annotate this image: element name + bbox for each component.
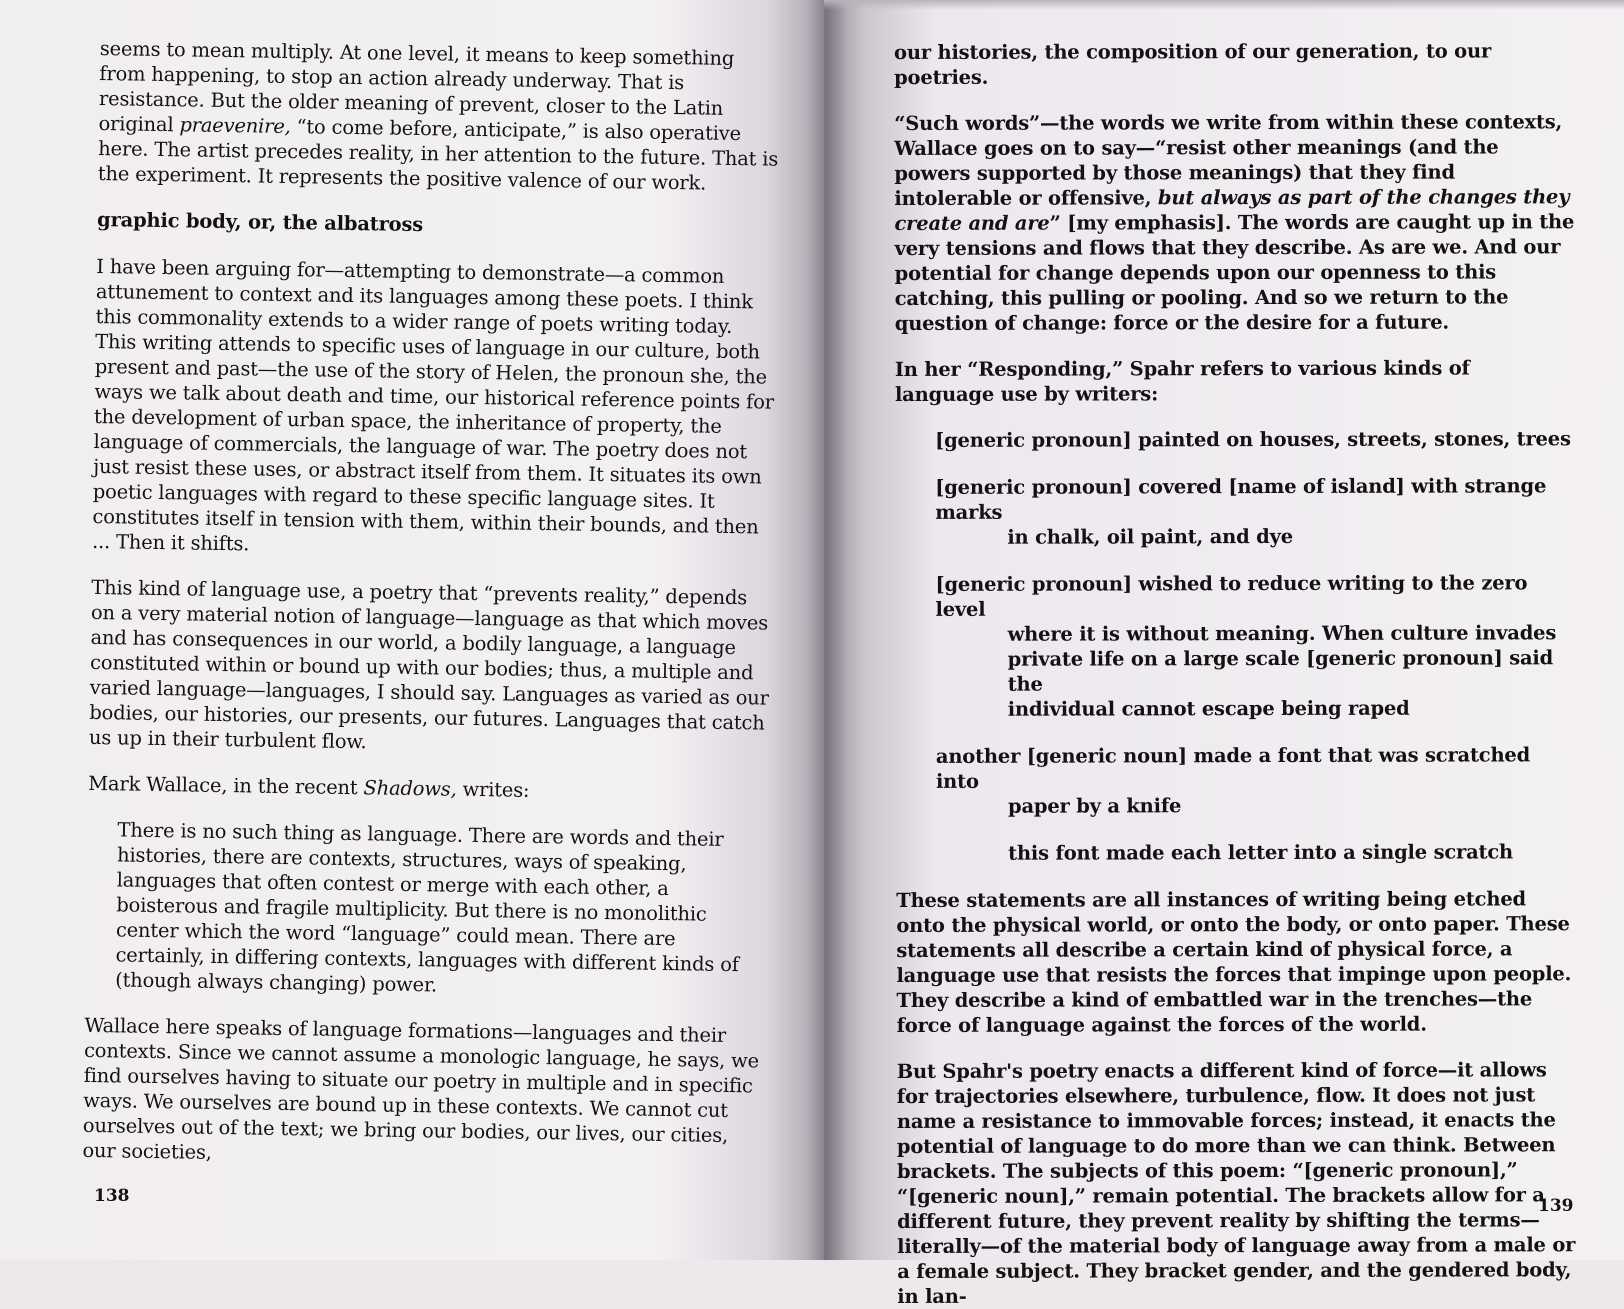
poem-line: paper by a knife	[1007, 794, 1182, 818]
poem-line: another [generic noun] made a font that was scratched into	[935, 743, 1531, 793]
poem-line: this font made each letter into a single scratch	[1008, 840, 1514, 865]
section-heading: graphic body, or, the albatross	[96, 207, 424, 237]
paragraph	[98, 36, 780, 197]
emphasized-text: but always as part of the changes they create and are	[894, 185, 1570, 235]
page-number: 139	[1538, 1196, 1574, 1216]
paragraph	[894, 109, 1575, 336]
poem-stanza	[1008, 839, 1576, 865]
poem-line: [generic pronoun] wished to reduce writing to the zero level	[935, 571, 1528, 621]
paragraph-text: “Such words”—the words we write from within these contexts, Wallace goes on to say—“resist other meanings (and the powers supported by those meanings) that they find intolerable or offensive,	[894, 110, 1563, 210]
book-gutter	[806, 0, 846, 1260]
right-page	[824, 0, 1624, 1308]
paragraph: In her “Responding,” Spahr refers to various kinds of language use by writers:	[894, 356, 1470, 406]
paragraph-text: writes:	[456, 777, 530, 802]
poem-line: private life on a large scale [generic pronoun] said the	[1007, 646, 1554, 696]
paragraph: This kind of language use, a poetry that “prevents reality,” depends on a very material notion of language—language as that which moves and has consequences in our world, a bodily language, a language constituted within or bound up with our bodies; thus, a multiple and varied language—languages, I should say. Languages as varied as our bodies, our histories, our presents, our futures. Languages that catch us up in their turbulent flow.	[88, 575, 769, 754]
paragraph-text: “to come before, anticipate,” is also operative here. The artist precedes reality, in her attention to the future. That is the experiment. It represents the positive valence of our work.	[97, 115, 779, 195]
poem-line: [generic pronoun] painted on houses, streets, stones, trees	[935, 427, 1571, 452]
poem-stanza	[935, 426, 1575, 453]
poem-line: [generic pronoun] covered [name of island] with strange marks	[935, 474, 1547, 524]
page-number: 138	[94, 1186, 130, 1206]
paragraph: These statements are all instances of writing being etched onto the physical world, or onto the body, or onto paper. These statements all describe a certain kind of physical force, a language use that resists the forces that impinge upon people. They describe a kind of embattled war in the trenches—the force of language against the forces of the world.	[896, 887, 1572, 1037]
block-quote: There is no such thing as language. There are words and their histories, there are contexts, structures, ways of speaking, languages that often contest or merge with each other, a boisterous and fragile multiplicity. But there is no monolithic center which the word “language” could mean. There are certainly, in differing contexts, languages with different kinds of (though always changing) power.	[114, 818, 739, 997]
paragraph-text: Mark Wallace, in the recent	[88, 771, 364, 800]
latin-term: praevenire,	[179, 113, 291, 139]
paragraph-text: ” [my emphasis]. The words are caught up in the very tensions and flows that they describe. As are we. And our potential for change depends upon our openness to this catching, this pulling or pooling. And so we return to the question of change: force or the desire for a future.	[894, 210, 1575, 335]
poem-stanza	[936, 742, 1576, 819]
paragraph: Wallace here speaks of language formations—languages and their contexts. Since we cannot assume a monologic language, he says, we find ourselves having to situate our poetry in multiple and in specific ways. We ourselves are bound up in these contexts. We cannot cut ourselves out of the text; we bring our bodies, our lives, our cities, our societies,	[82, 1013, 760, 1164]
left-page-text	[82, 36, 780, 1174]
poem-stanza	[935, 570, 1575, 722]
right-page-text	[894, 38, 1577, 1309]
poem-line: in chalk, oil paint, and dye	[1007, 524, 1293, 549]
paragraph	[88, 771, 768, 807]
page-edge-shadow	[824, 0, 1624, 10]
poem-stanza	[935, 473, 1575, 550]
poem-line: where it is without meaning. When culture invades	[1007, 621, 1557, 646]
paragraph: our histories, the composition of our generation, to our poetries.	[894, 39, 1492, 89]
paragraph: But Spahr's poetry enacts a different kind of force—it allows for trajectories elsewhere, turbulence, flow. It does not just name a resistance to immovable forces; instead, it enacts the potential of language to do more than we can think. Between brackets. The subjects of this poem: “[generic pronoun],” “[generic noun],” remain potential. The brackets allow for a different future, they prevent reality by shifting the terms—literally—of the material body of language away from a male or a female subject. They bracket gender, and the gendered body, in lan-	[896, 1058, 1576, 1308]
paragraph: I have been arguing for—attempting to demonstrate—a common attunement to context and its languages among these poets. I think this commonality extends to a wider range of poets writing today. This writing attends to specific uses of language in our culture, both present and past—the use of the story of Helen, the pronoun she, the ways we talk about death and time, our historical reference points for the development of urban space, the inheritance of property, the language of commercials, the language of war. The poetry does not just resist these uses, or abstract itself from them. It situates its own poetic languages with regard to these specific language sites. It constitutes itself in tension with them, within their bounds, and then ... Then it shifts.	[91, 254, 775, 556]
paragraph-text: seems to mean multiply. At one level, it means to keep something from happening, to stop an action already underway. That is resistance. But the older meaning of prevent, closer to the Latin original	[98, 36, 735, 137]
book-title: Shadows,	[363, 776, 457, 801]
left-page	[0, 0, 824, 1260]
poem-line: individual cannot escape being raped	[1007, 696, 1410, 721]
